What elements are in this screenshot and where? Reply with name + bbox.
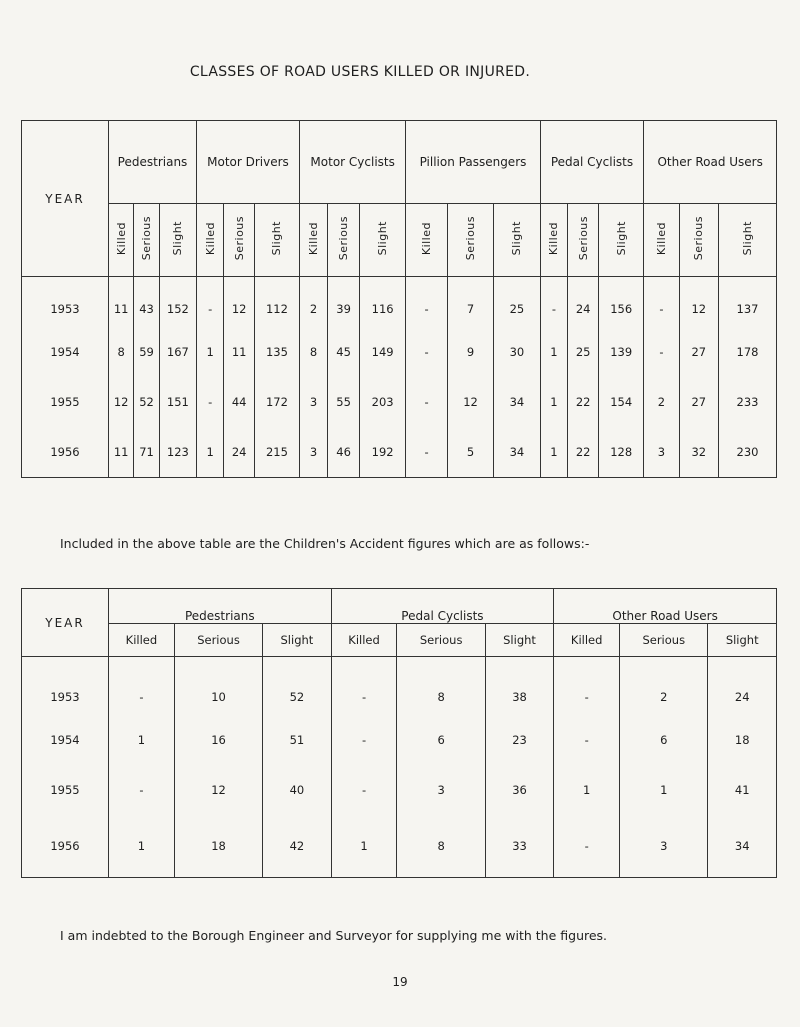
table-cell: 1 xyxy=(620,765,708,815)
table-cell: 2 xyxy=(299,277,327,328)
subheader-serious: Serious xyxy=(328,204,360,277)
table-cell: 116 xyxy=(359,277,405,328)
year-header: YEAR xyxy=(22,121,109,277)
table-cell: 3 xyxy=(299,427,327,478)
table-cell: 3 xyxy=(397,765,485,815)
table-cell: - xyxy=(331,765,397,815)
group-header: Pedal Cyclists xyxy=(331,589,554,624)
group-header: Other Road Users xyxy=(554,589,777,624)
year-cell: 1955 xyxy=(22,377,109,427)
table-cell: - xyxy=(196,277,223,328)
subheader-slight: Slight xyxy=(599,204,644,277)
table-cell: 152 xyxy=(159,277,196,328)
subheader-slight: Slight xyxy=(159,204,196,277)
table-cell: 33 xyxy=(485,815,553,878)
table-cell: 112 xyxy=(254,277,299,328)
table-row xyxy=(22,427,777,478)
table-cell: 233 xyxy=(719,377,777,427)
table-cell: 30 xyxy=(494,327,540,377)
table-cell: 1 xyxy=(196,427,223,478)
table-cell: 7 xyxy=(447,277,493,328)
table-cell: 123 xyxy=(159,427,196,478)
table-cell: 34 xyxy=(708,815,777,878)
subheader-slight: Slight xyxy=(359,204,405,277)
table-cell: 192 xyxy=(359,427,405,478)
table-cell: 6 xyxy=(620,715,708,765)
table-cell: 172 xyxy=(254,377,299,427)
subheader-serious: Serious xyxy=(447,204,493,277)
table-cell: 5 xyxy=(447,427,493,478)
table-row xyxy=(22,715,777,765)
table-cell: 12 xyxy=(224,277,255,328)
table-cell: 36 xyxy=(485,765,553,815)
year-cell: 1954 xyxy=(22,715,109,765)
subheader-slight: Slight xyxy=(485,624,553,657)
table-cell: 2 xyxy=(620,657,708,716)
table-cell: 12 xyxy=(109,377,134,427)
table-cell: - xyxy=(331,657,397,716)
table-cell: 8 xyxy=(397,815,485,878)
group-header: Pedestrians xyxy=(109,121,197,204)
group-header: Pedestrians xyxy=(109,589,332,624)
table-cell: 156 xyxy=(599,277,644,328)
year-cell: 1955 xyxy=(22,765,109,815)
table-cell: 135 xyxy=(254,327,299,377)
table-row xyxy=(22,657,777,716)
table-cell: 43 xyxy=(134,277,159,328)
table-cell: 18 xyxy=(708,715,777,765)
table-cell: 1 xyxy=(540,427,568,478)
year-cell: 1956 xyxy=(22,427,109,478)
subheader-serious: Serious xyxy=(397,624,485,657)
table-cell: 23 xyxy=(485,715,553,765)
table-row xyxy=(22,815,777,878)
subheader-serious: Serious xyxy=(224,204,255,277)
table-cell: 12 xyxy=(447,377,493,427)
table-cell: 34 xyxy=(494,377,540,427)
table-cell: 11 xyxy=(109,277,134,328)
year-header: YEAR xyxy=(22,589,109,657)
table-cell: 137 xyxy=(719,277,777,328)
table-cell: 230 xyxy=(719,427,777,478)
subheader-slight: Slight xyxy=(719,204,777,277)
table-cell: 139 xyxy=(599,327,644,377)
table-cell: 22 xyxy=(568,377,599,427)
table-cell: 44 xyxy=(224,377,255,427)
table-cell: 59 xyxy=(134,327,159,377)
table-cell: 24 xyxy=(568,277,599,328)
table-cell: - xyxy=(540,277,568,328)
table-cell: - xyxy=(554,715,620,765)
table-cell: 45 xyxy=(328,327,360,377)
table-cell: 38 xyxy=(485,657,553,716)
table-cell: 1 xyxy=(540,327,568,377)
table-cell: - xyxy=(406,277,448,328)
table-cell: 8 xyxy=(299,327,327,377)
table-cell: - xyxy=(109,765,175,815)
table-cell: - xyxy=(554,815,620,878)
table-cell: 1 xyxy=(109,815,175,878)
table-cell: - xyxy=(196,377,223,427)
subheader-serious: Serious xyxy=(134,204,159,277)
subheader-killed: Killed xyxy=(109,624,175,657)
table-row xyxy=(22,327,777,377)
road-users-table xyxy=(21,120,777,478)
subheader-killed: Killed xyxy=(406,204,448,277)
subheader-killed: Killed xyxy=(644,204,679,277)
year-cell: 1953 xyxy=(22,277,109,328)
table-row xyxy=(22,765,777,815)
subheader-serious: Serious xyxy=(568,204,599,277)
table-cell: 178 xyxy=(719,327,777,377)
subheader-slight: Slight xyxy=(494,204,540,277)
year-cell: 1954 xyxy=(22,327,109,377)
table-cell: 1 xyxy=(331,815,397,878)
table-cell: 128 xyxy=(599,427,644,478)
table-cell: 39 xyxy=(328,277,360,328)
table-cell: 11 xyxy=(109,427,134,478)
page-number: 19 xyxy=(392,975,408,989)
subheader-killed: Killed xyxy=(331,624,397,657)
subheader-killed: Killed xyxy=(540,204,568,277)
table-cell: 149 xyxy=(359,327,405,377)
table-cell: - xyxy=(406,327,448,377)
subheader-slight: Slight xyxy=(254,204,299,277)
table-cell: - xyxy=(644,327,679,377)
subheader-slight: Slight xyxy=(263,624,331,657)
table-cell: 8 xyxy=(109,327,134,377)
table-cell: 1 xyxy=(109,715,175,765)
table-cell: 71 xyxy=(134,427,159,478)
table-cell: 27 xyxy=(679,327,718,377)
page-title: CLASSES OF ROAD USERS KILLED OR INJURED. xyxy=(189,64,531,80)
group-header: Motor Drivers xyxy=(196,121,299,204)
table-cell: 25 xyxy=(494,277,540,328)
subheader-serious: Serious xyxy=(620,624,708,657)
table-cell: - xyxy=(406,427,448,478)
table-cell: 6 xyxy=(397,715,485,765)
table-cell: 2 xyxy=(644,377,679,427)
table-cell: - xyxy=(331,715,397,765)
table-cell: 25 xyxy=(568,327,599,377)
subheader-serious: Serious xyxy=(174,624,262,657)
subheader-killed: Killed xyxy=(109,204,134,277)
table-cell: 55 xyxy=(328,377,360,427)
group-header: Pedal Cyclists xyxy=(540,121,644,204)
acknowledgement: I am indebted to the Borough Engineer and Surveyor for supplying me with the figures. xyxy=(60,928,608,943)
table-cell: 203 xyxy=(359,377,405,427)
group-header: Motor Cyclists xyxy=(299,121,405,204)
table-cell: 41 xyxy=(708,765,777,815)
table-cell: 1 xyxy=(540,377,568,427)
table-cell: 51 xyxy=(263,715,331,765)
table-cell: - xyxy=(644,277,679,328)
subheader-serious: Serious xyxy=(679,204,718,277)
table-cell: - xyxy=(109,657,175,716)
group-header: Pillion Passengers xyxy=(406,121,540,204)
subheader-killed: Killed xyxy=(196,204,223,277)
table-cell: 215 xyxy=(254,427,299,478)
table-cell: 11 xyxy=(224,327,255,377)
table-cell: 34 xyxy=(494,427,540,478)
subheader-killed: Killed xyxy=(299,204,327,277)
table-cell: 40 xyxy=(263,765,331,815)
table-cell: - xyxy=(406,377,448,427)
children-note: Included in the above table are the Children's Accident figures which are as follows:- xyxy=(60,536,590,551)
table-cell: 46 xyxy=(328,427,360,478)
table-cell: 3 xyxy=(620,815,708,878)
table-cell: 22 xyxy=(568,427,599,478)
table-cell: 27 xyxy=(679,377,718,427)
table-cell: 24 xyxy=(224,427,255,478)
table-cell: 52 xyxy=(263,657,331,716)
table-cell: 154 xyxy=(599,377,644,427)
table-cell: 18 xyxy=(174,815,262,878)
table-cell: 1 xyxy=(196,327,223,377)
table-cell: 12 xyxy=(174,765,262,815)
table-cell: 24 xyxy=(708,657,777,716)
group-header: Other Road Users xyxy=(644,121,777,204)
table-cell: 42 xyxy=(263,815,331,878)
table-cell: 12 xyxy=(679,277,718,328)
table-cell: 10 xyxy=(174,657,262,716)
year-cell: 1953 xyxy=(22,657,109,716)
subheader-slight: Slight xyxy=(708,624,777,657)
children-accidents-table xyxy=(21,588,777,878)
table-cell: 167 xyxy=(159,327,196,377)
table-cell: 9 xyxy=(447,327,493,377)
table-row xyxy=(22,277,777,328)
table-cell: - xyxy=(554,657,620,716)
table-row xyxy=(22,377,777,427)
table-cell: 3 xyxy=(299,377,327,427)
table-cell: 8 xyxy=(397,657,485,716)
table-cell: 16 xyxy=(174,715,262,765)
table-cell: 151 xyxy=(159,377,196,427)
table-cell: 3 xyxy=(644,427,679,478)
table-cell: 52 xyxy=(134,377,159,427)
subheader-killed: Killed xyxy=(554,624,620,657)
table-cell: 1 xyxy=(554,765,620,815)
year-cell: 1956 xyxy=(22,815,109,878)
table-cell: 32 xyxy=(679,427,718,478)
